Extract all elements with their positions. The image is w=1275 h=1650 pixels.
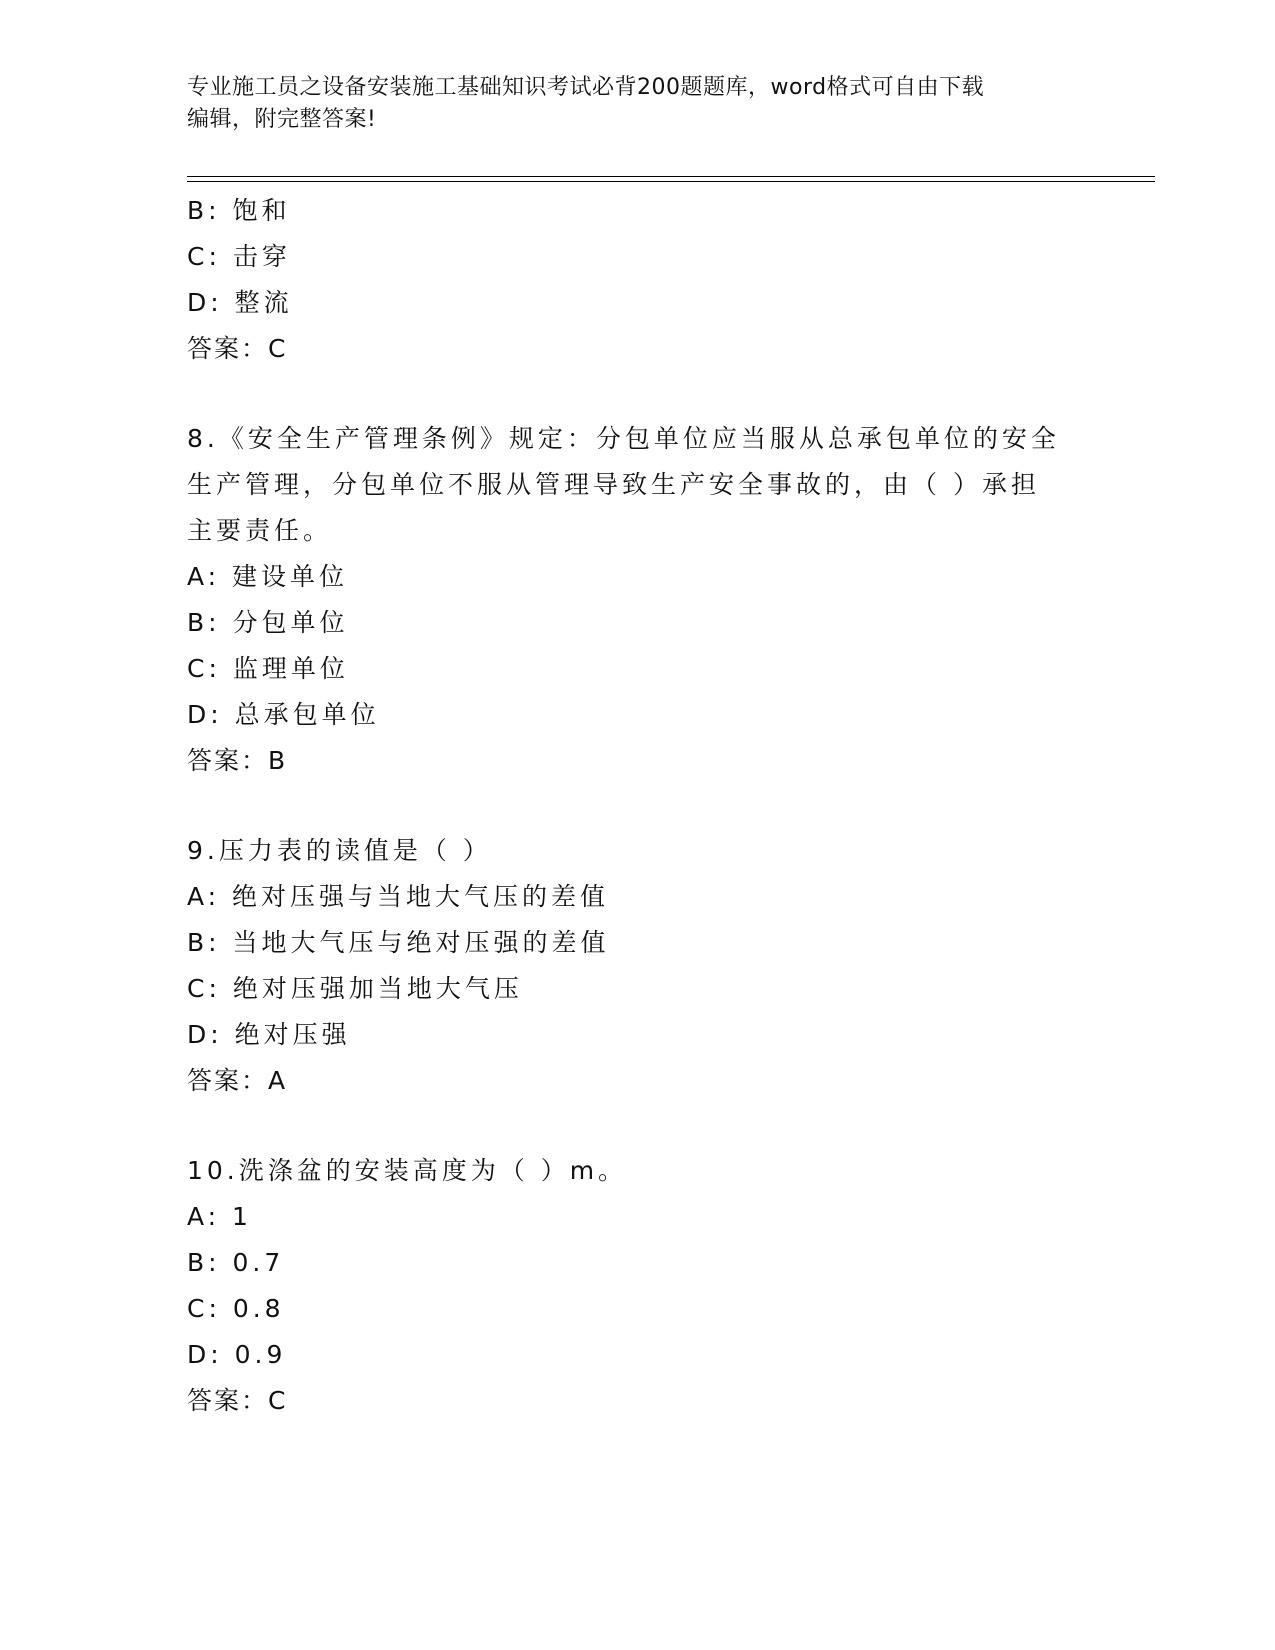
option-d: D: 整流 (187, 288, 293, 317)
question-9 (187, 828, 1067, 1104)
option-d: D: 0.9 (187, 1340, 287, 1369)
question-text: 8.《安全生产管理条例》规定：分包单位应当服从总承包单位的安全生产管理，分包单位不服从管理导致生产安全事故的，由（ ）承担主要责任。 (187, 424, 1060, 545)
option-d: D: 绝对压强 (187, 1020, 351, 1049)
option-b: B: 0.7 (187, 1248, 285, 1277)
option-c: C: 0.8 (187, 1294, 285, 1323)
question-text: 10.洗涤盆的安装高度为（ ）m。 (187, 1156, 628, 1185)
option-b: B: 饱和 (187, 196, 291, 225)
answer-line: 答案：B (187, 746, 288, 775)
option-a: A: 1 (187, 1202, 252, 1231)
option-b: B: 分包单位 (187, 608, 349, 637)
spacer (187, 1104, 1067, 1148)
option-a: A: 绝对压强与当地大气压的差值 (187, 882, 610, 911)
question-10 (187, 1148, 1067, 1424)
option-c: C: 绝对压强加当地大气压 (187, 974, 523, 1003)
answer-line: 答案：A (187, 1066, 288, 1095)
header-title-line-2: 编辑，附完整答案! (187, 107, 377, 132)
option-c: C: 监理单位 (187, 654, 349, 683)
spacer (187, 784, 1067, 828)
header-divider-bottom (187, 181, 1155, 182)
question-text: 9.压力表的读值是（ ） (187, 836, 492, 865)
question-7-continued (187, 188, 1067, 372)
option-b: B: 当地大气压与绝对压强的差值 (187, 928, 610, 957)
option-d: D: 总承包单位 (187, 700, 380, 729)
answer-line: 答案：C (187, 1386, 288, 1415)
document-header (187, 72, 1067, 136)
option-c: C: 击穿 (187, 242, 291, 271)
spacer (187, 372, 1067, 416)
option-a: A: 建设单位 (187, 562, 349, 591)
header-title-line-1: 专业施工员之设备安装施工基础知识考试必背200题题库，word格式可自由下载 (187, 75, 985, 100)
header-divider-top (187, 176, 1155, 177)
question-8 (187, 416, 1067, 784)
answer-line: 答案：C (187, 334, 288, 363)
question-list (187, 188, 1067, 1424)
